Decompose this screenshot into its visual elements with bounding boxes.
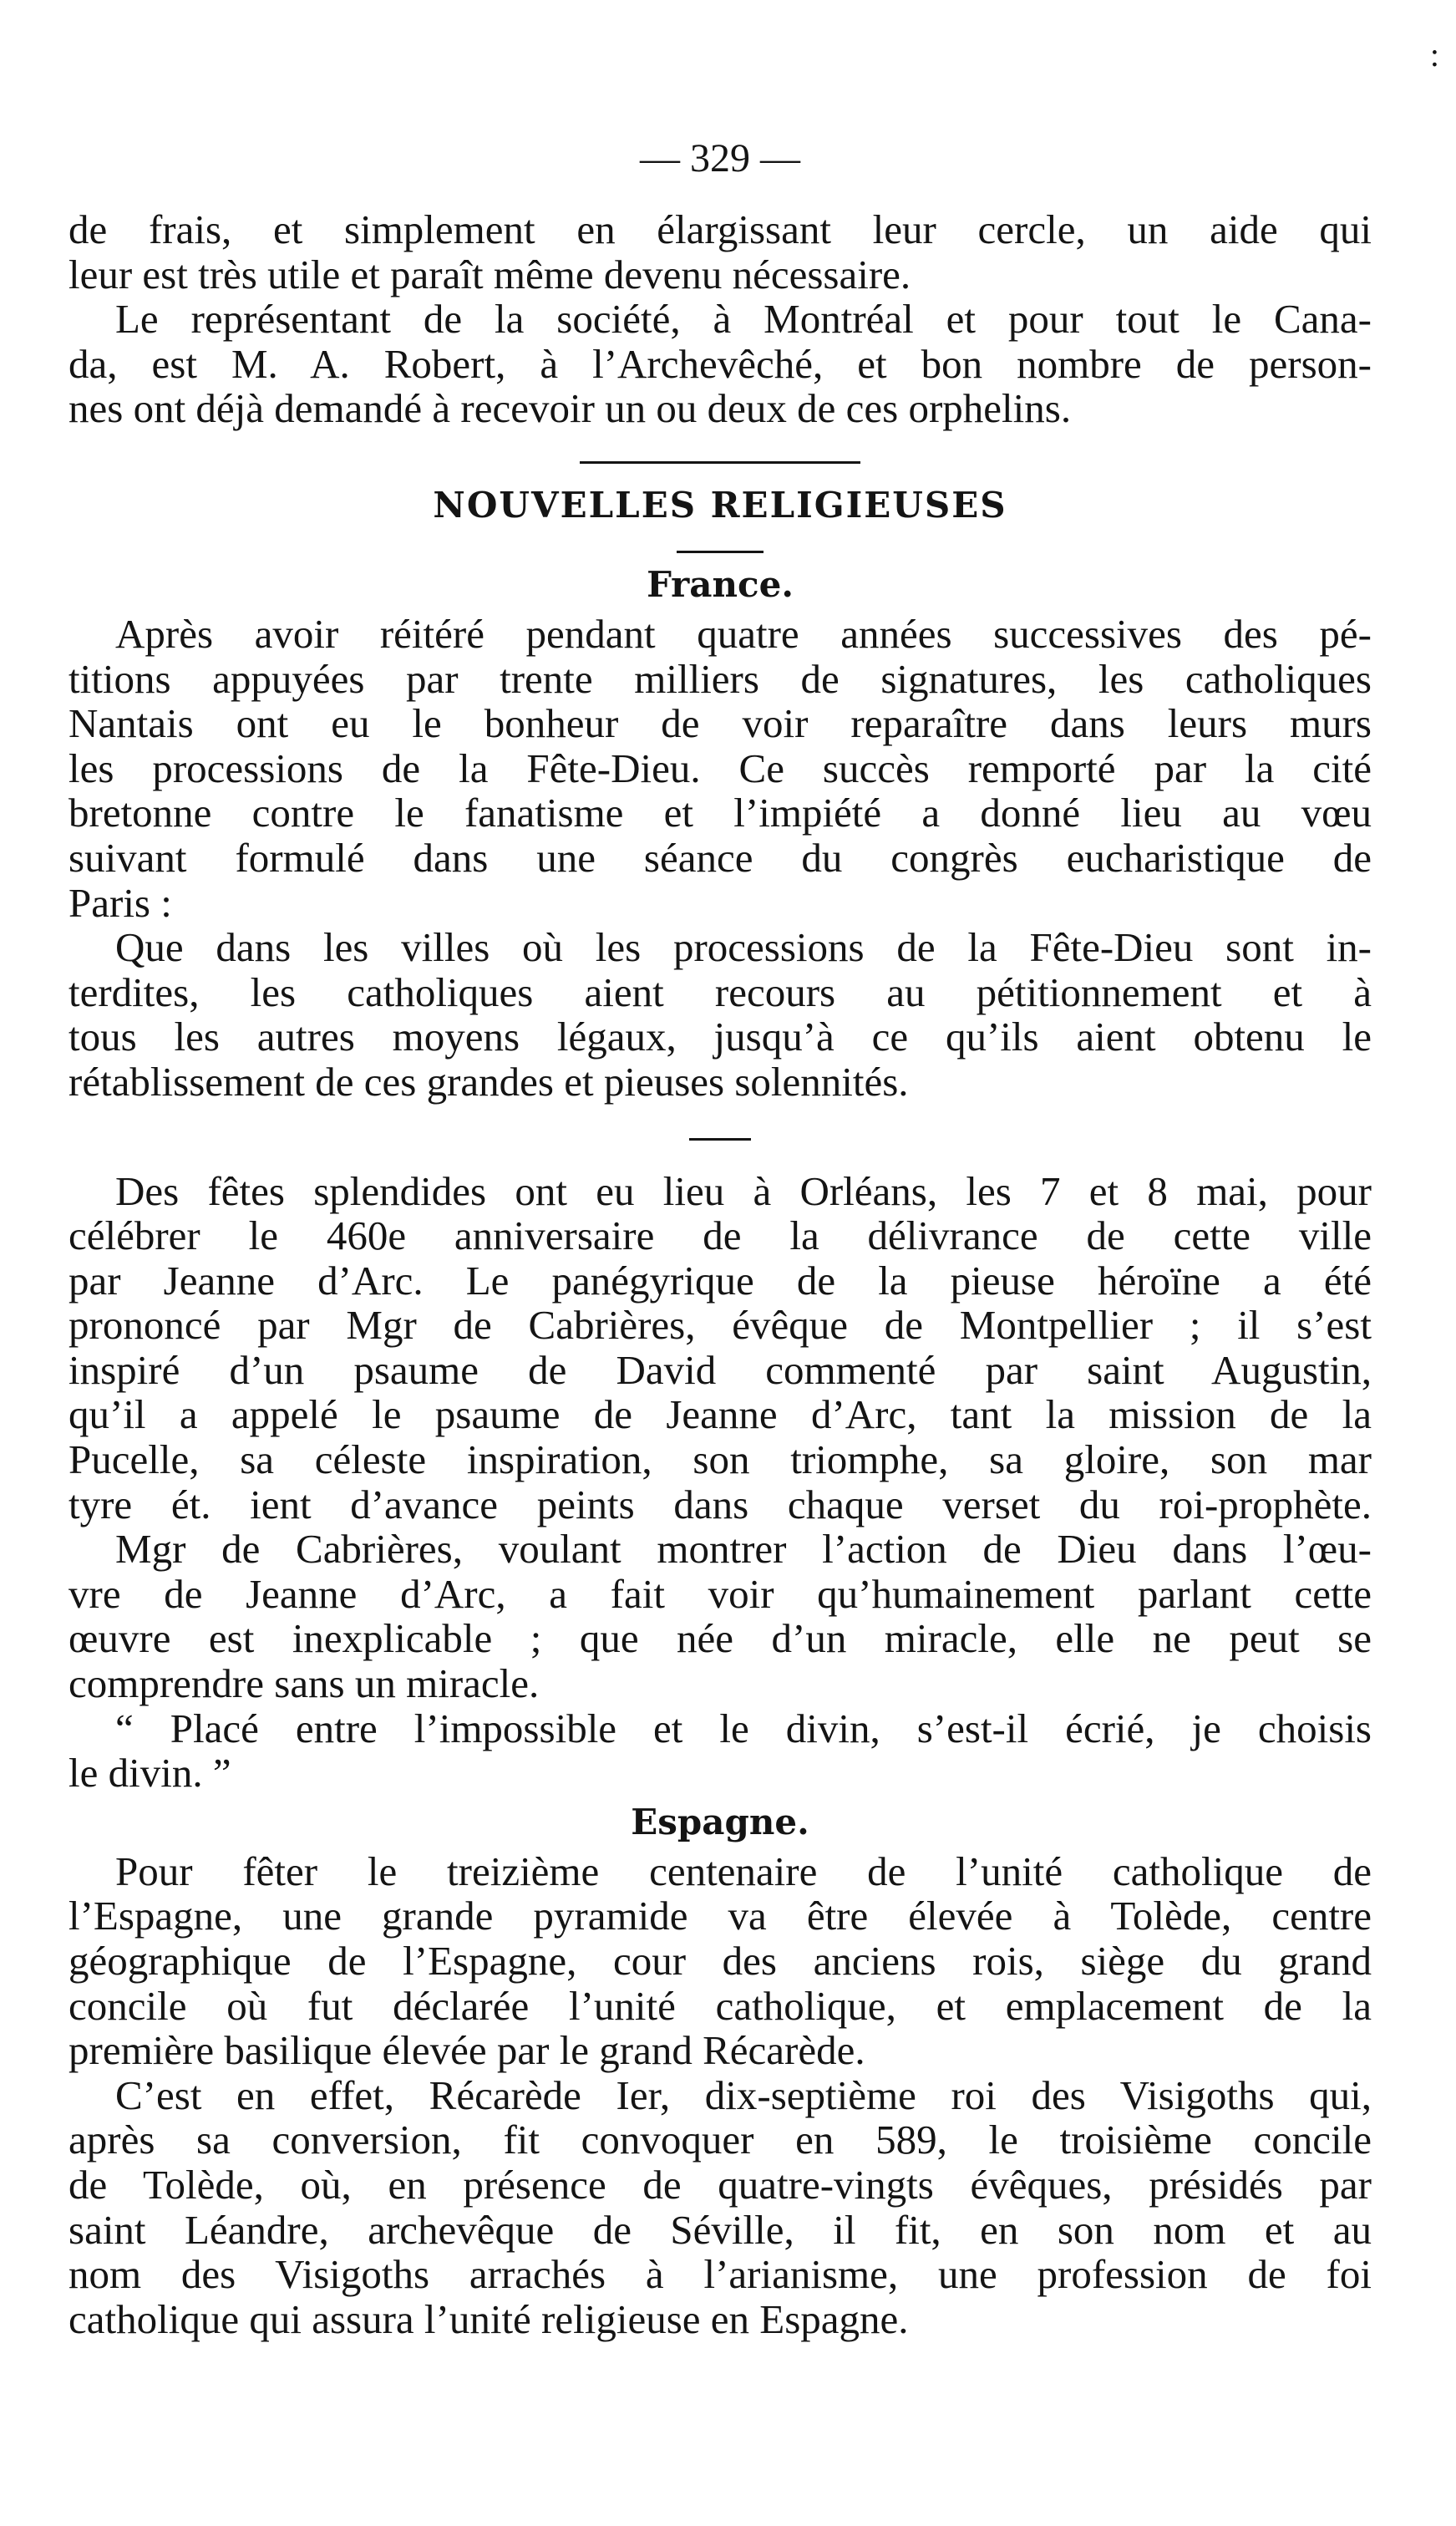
page-number: — 329 — (640, 136, 800, 180)
france-paragraph-5 (68, 1706, 1372, 1796)
text-line: Pour fêter le treizième centenaire de l’unité catholique de (115, 1847, 1372, 1894)
france-paragraph-3 (68, 1169, 1372, 1527)
corner-mark: : (1429, 36, 1439, 74)
section-divider (580, 461, 860, 464)
text-line: œuvre est inexplicable ; que née d’un miracle, elle ne peut se (68, 1615, 1372, 1662)
text-line: inspiré d’un psaume de David commenté par saint Augustin, (68, 1346, 1372, 1393)
text-line: comprendre sans un miracle. (68, 1660, 540, 1707)
intro-paragraph-2 (68, 297, 1372, 431)
text-line: suivant formulé dans une séance du congrès eucharistique de (68, 834, 1372, 881)
text-line: leur est très utile et paraît même devenu nécessaire. (68, 251, 911, 297)
text-line: par Jeanne d’Arc. Le panégyrique de la pieuse héroïne a été (68, 1257, 1372, 1304)
text-line: tyre ét. ient d’avance peints dans chaque verset du roi-prophète. (68, 1481, 1372, 1527)
text-line: qu’il a appelé le psaume de Jeanne d’Arc, tant la mission de la (68, 1391, 1372, 1438)
text-line: “ Placé entre l’impossible et le divin, s’est-il écrié, je choisis (115, 1705, 1372, 1751)
espagne-paragraph-1 (68, 1849, 1372, 2073)
text-line: nes ont déjà demandé à recevoir un ou deux de ces orphelins. (68, 385, 1072, 432)
text-line: les processions de la Fête-Dieu. Ce succès remporté par la cité (68, 745, 1372, 791)
text-line: C’est en effet, Récarède Ier, dix-septième roi des Visigoths qui, (115, 2071, 1372, 2118)
text-line: Mgr de Cabrières, voulant montrer l’action de Dieu dans l’œu- (115, 1526, 1372, 1573)
text-line: bretonne contre le fanatisme et l’impiété a donné lieu au vœu (68, 790, 1372, 836)
text-line: Des fêtes splendides ont eu lieu à Orléans, les 7 et 8 mai, pour (115, 1167, 1372, 1214)
text-line: géographique de l’Espagne, cour des anciens rois, siège du grand (68, 1938, 1372, 1984)
text-line: célébrer le 460e anniversaire de la délivrance de cette ville (68, 1212, 1372, 1259)
text-line: saint Léandre, archevêque de Séville, il fit, en son nom et au (68, 2206, 1372, 2253)
text-line: Nantais ont eu le bonheur de voir reparaître dans leurs murs (68, 700, 1372, 747)
france-paragraph-2 (68, 925, 1372, 1104)
text-line: Que dans les villes où les processions de la Fête-Dieu sont in- (115, 924, 1372, 971)
page-body (68, 134, 1372, 2341)
text-line: de frais, et simplement en élargissant leur cercle, un aide qui (68, 206, 1372, 252)
section-title: NOUVELLES RELIGIEUSES (433, 484, 1007, 526)
text-line: titions appuyées par trente milliers de signatures, les catholiques (68, 655, 1372, 702)
text-line: Pucelle, sa céleste inspiration, son triomphe, sa gloire, son mar (68, 1436, 1372, 1483)
title-divider (677, 551, 764, 553)
intro-paragraph (68, 207, 1372, 297)
espagne-heading: Espagne. (631, 1801, 809, 1842)
text-line: terdites, les catholiques aient recours au pétitionnement et à (68, 968, 1372, 1015)
text-line: tous les autres moyens légaux, jusqu’à ce qu’ils aient obtenu le (68, 1014, 1372, 1060)
text-line: Paris : (68, 879, 172, 926)
france-paragraph-4 (68, 1527, 1372, 1705)
france-heading: France. (647, 563, 794, 605)
espagne-paragraph-2 (68, 2073, 1372, 2342)
text-line: prononcé par Mgr de Cabrières, évêque de Montpellier ; il s’est (68, 1302, 1372, 1349)
text-line: Le représentant de la société, à Montréal et pour tout le Cana- (115, 296, 1372, 343)
france-paragraph-1 (68, 612, 1372, 925)
text-line: vre de Jeanne d’Arc, a fait voir qu’humainement parlant cette (68, 1570, 1372, 1617)
text-line: le divin. ” (68, 1750, 231, 1797)
text-line: après sa conversion, fit convoquer en 589, le troisième concile (68, 2117, 1372, 2163)
text-line: l’Espagne, une grande pyramide va être élevée à Tolède, centre (68, 1893, 1372, 1939)
text-line: concile où fut déclarée l’unité catholique, et emplacement de la (68, 1982, 1372, 2029)
text-line: da, est M. A. Robert, à l’Archevêché, et bon nombre de person- (68, 340, 1372, 387)
text-line: première basilique élevée par le grand Récarède. (68, 2027, 865, 2074)
paragraph-divider (689, 1138, 751, 1141)
text-line: nom des Visigoths arrachés à l’arianisme, une profession de foi (68, 2251, 1372, 2298)
text-line: catholique qui assura l’unité religieuse en Espagne. (68, 2295, 909, 2342)
text-line: rétablissement de ces grandes et pieuses solennités. (68, 1058, 909, 1105)
text-line: Après avoir réitéré pendant quatre années successives des pé- (115, 610, 1372, 657)
text-line: de Tolède, où, en présence de quatre-vingts évêques, présidés par (68, 2161, 1372, 2208)
